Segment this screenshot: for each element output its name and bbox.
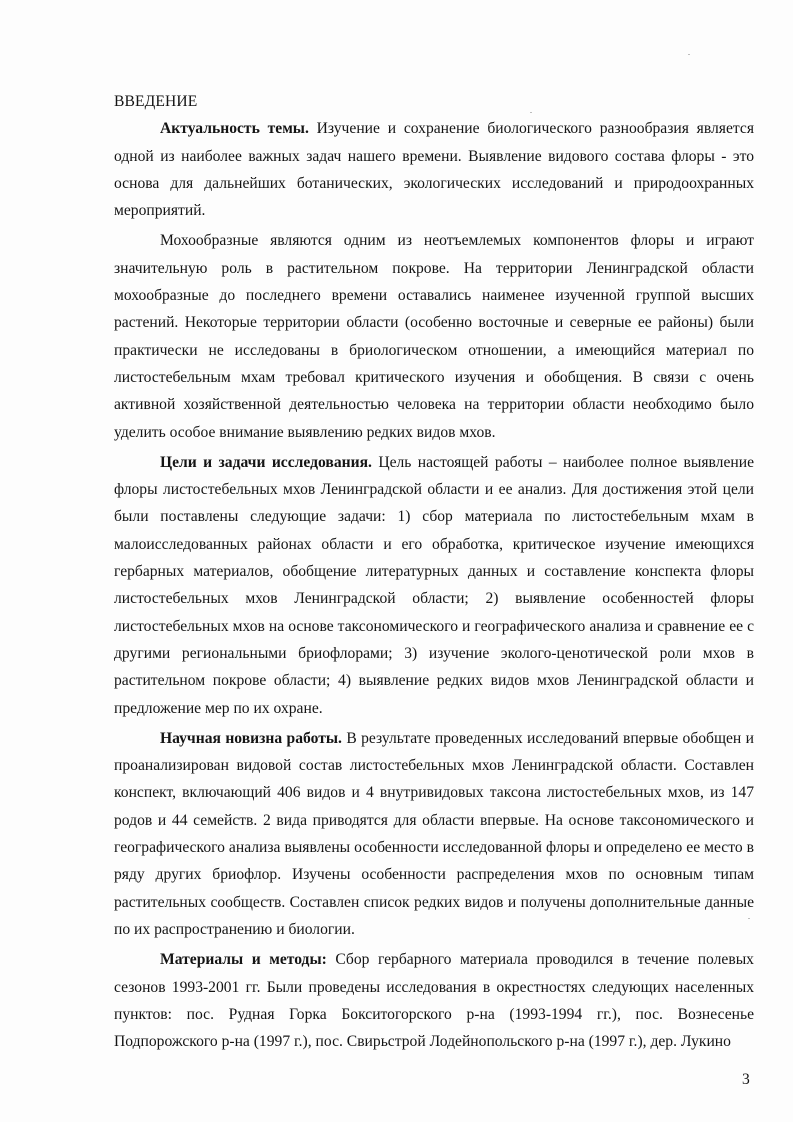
paragraph-lead: Актуальность темы.: [160, 120, 309, 138]
paragraph-lead: Научная новизна работы.: [160, 729, 342, 747]
paragraph-relevance: [114, 115, 754, 224]
paragraph-text: Цель настоящей работы – наиболее полное выявление флоры листостебельных мхов Ленинградской области и ее анализ. Для достижения этой цели были поставлены следующие задачи: 1) сбор материала по листостебельным мхам в малоисследованных районах области и его обработка, критическое изучение имеющихся гербарных материалов, обобщение литературных данных и составление конспекта флоры листостебельных мхов Ленинградской области; 2) выявление особенностей флоры листостебельных мхов на основе таксономического и географического анализа и сравнение ее с другими региональными бриофлорами; 3) изучение эколого-ценотической роли мхов в растительном покрове области; 4) выявление редких видов мхов Ленинградской области и предложение мер по их охране.: [114, 453, 754, 717]
paragraph-text: В результате проведенных исследований впервые обобщен и проанализирован видовой состав листостебельных мхов Ленинградской области. Составлен конспект, включающий 406 видов и 4 внутривидовых таксона листостебельных мхов, из 147 родов и 44 семейств. 2 вида приводятся для области впервые. На основе таксономического и географического анализа выявлены особенности исследованной флоры и определено ее место в ряду других бриофлор. Изучены особенности распределения мхов по основным типам растительных сообществ. Составлен список редких видов и получены дополнительные данные по их распространению и биологии.: [114, 729, 754, 938]
paragraph-text: Сбор гербарного материала проводился в течение полевых сезонов 1993-2001 гг. Были проведены исследования в окрестностях следующих населенных пунктов: пос. Рудная Горка Бокситогорского р-на (1993-1994 гг.), пос. Вознесенье Подпорожского р-на (1997 г.), пос. Свирьстрой Лодейнопольского р-на (1997 г.), дер. Лукино: [114, 951, 754, 1051]
paragraph-methods: [114, 946, 754, 1055]
paragraph-novelty: [114, 725, 754, 943]
section-heading: ВВЕДЕНИЕ: [114, 93, 198, 110]
scan-speck: [530, 112, 532, 113]
paragraph-bryophytes: [114, 227, 754, 445]
document-body: [114, 88, 754, 1055]
paragraph-goals: [114, 449, 754, 722]
scan-speck: [748, 918, 750, 919]
scan-speck: [688, 54, 690, 55]
paragraph-lead: Материалы и методы:: [160, 951, 327, 969]
page-number: 3: [742, 1071, 750, 1088]
paragraph-text: Изучение и сохранение биологического разнообразия является одной из наиболее важных задач нашего времени. Выявление видового состава флоры - это основа для дальнейших ботанических, экологических исследований и природоохранных мероприятий.: [114, 120, 754, 220]
paragraph-text: Мохообразные являются одним из неотъемлемых компонентов флоры и играют значительную роль в растительном покрове. На территории Ленинградской области мохообразные до последнего времени оставались наименее изученной группой высших растений. Некоторые территории области (особенно восточные и северные ее районы) были практически не исследованы в бриологическом отношении, а имеющийся материал по листостебельным мхам требовал критического изучения и обобщения. В связи с очень активной хозяйственной деятельностью человека на территории области необходимо было уделить особое внимание выявлению редких видов мхов.: [114, 232, 754, 441]
paragraph-lead: Цели и задачи исследования.: [160, 453, 372, 471]
